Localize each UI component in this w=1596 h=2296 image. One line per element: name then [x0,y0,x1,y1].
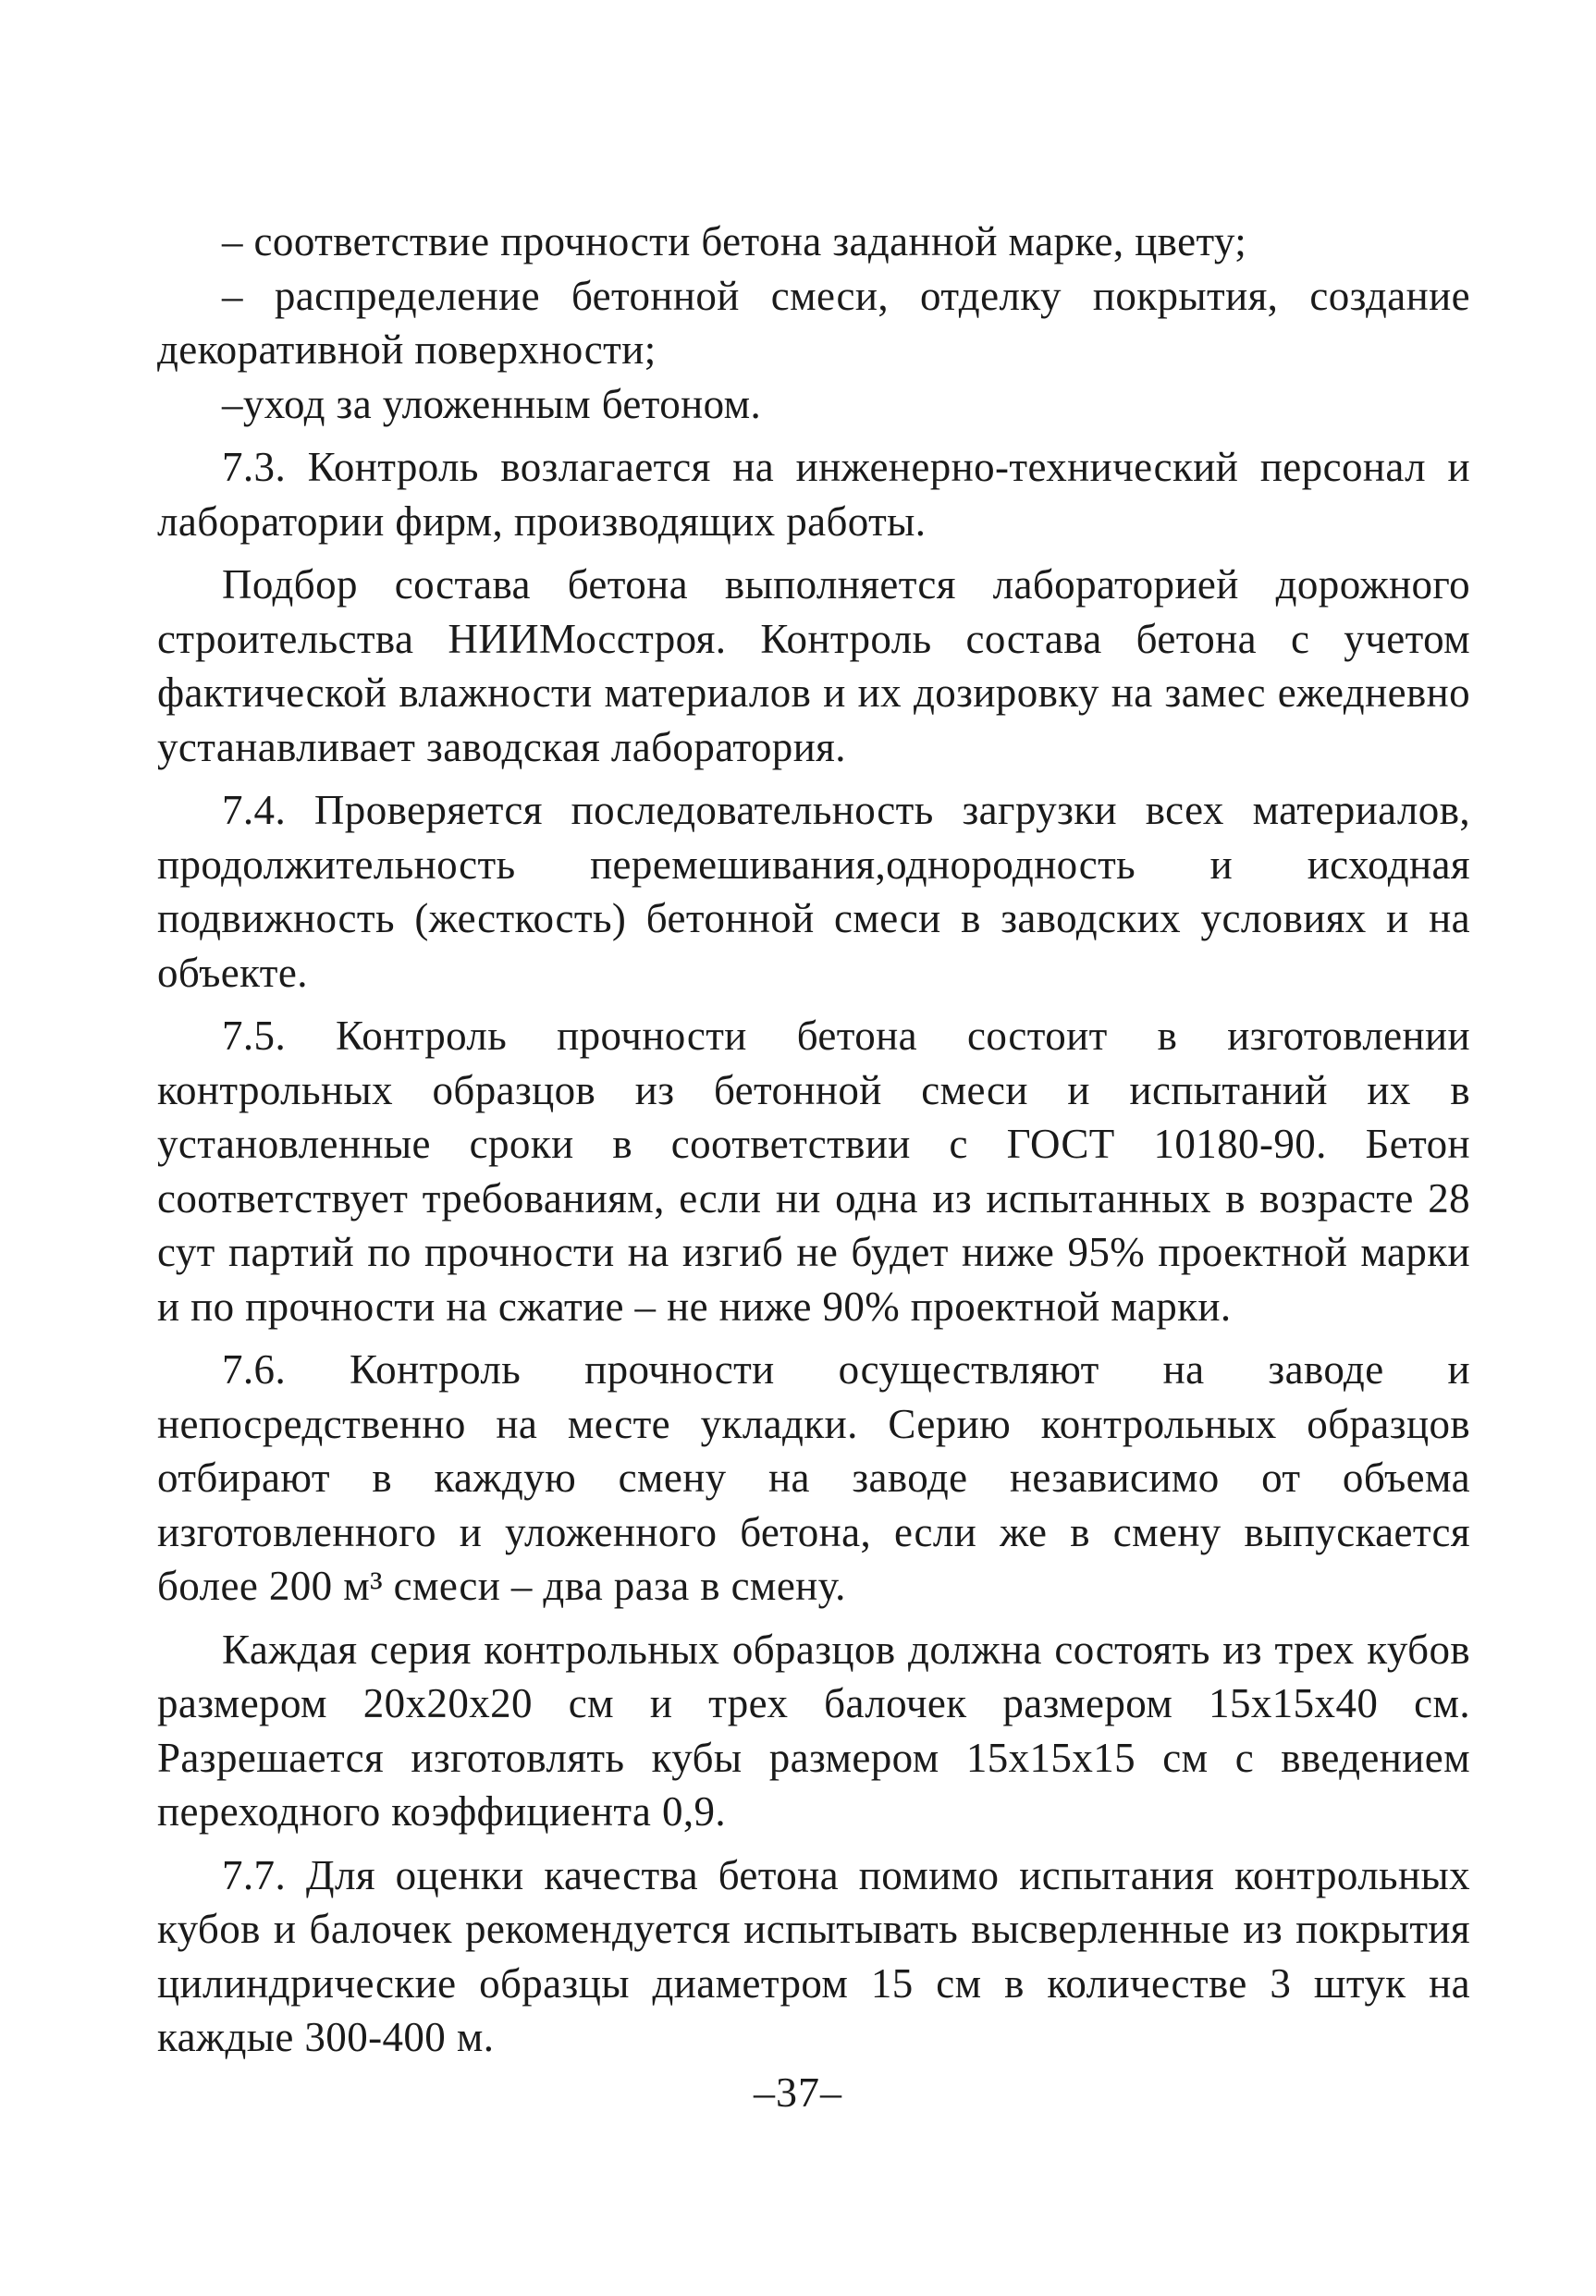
paragraph-7-4: 7.4. Проверяется последовательность загрузки всех материалов, продолжительность перемешивания,однородность и исходная подвижность (жесткость) бетонной смеси в заводских условиях и на объекте. [157,787,1470,996]
paragraph-7-3: 7.3. Контроль возлагается на инженерно-технический персонал и лаборатории фирм, производящих работы. [157,444,1470,545]
paragraph-mix-selection: Подбор состава бетона выполняется лабораторией дорожного строительства НИИМосстроя. Контроль состава бетона с учетом фактической влажности материалов и их дозировку на замес ежедневно устанавливает заводская лаборатория. [157,561,1470,770]
paragraph-sample-series: Каждая серия контрольных образцов должна состоять из трех кубов размером 20х20х20 см и трех балочек размером 15х15х40 см. Разрешается изготовлять кубы размером 15х15х15 см с введением переходного коэффициента 0,9. [157,1626,1470,1835]
paragraph-curing: –уход за уложенным бетоном. [222,380,762,427]
paragraph-distribution: – распределение бетонной смеси, отделку покрытия, создание декоративной поверхности; [157,272,1470,373]
page-number: –37– [754,2069,842,2116]
paragraph-7-5: 7.5. Контроль прочности бетона состоит в изготовлении контрольных образцов из бетонной смеси и испытаний их в установленные сроки в соответствии с ГОСТ 10180-90. Бетон соответствует требованиям, если ни одна из испытанных в возрасте 28 сут партий по прочности на изгиб не будет ниже 95% проектной марки и по прочности на сжатие – не ниже 90% проектной марки. [157,1013,1470,1330]
paragraph-7-6: 7.6. Контроль прочности осуществляют на заводе и непосредственно на месте укладки. Серию контрольных образцов отбирают в каждую смену на заводе независимо от объема изготовленного и уложенного бетона, если же в смену выпускается более 200 м³ смеси – два раза в смену. [157,1346,1470,1609]
paragraph-7-7: 7.7. Для оценки качества бетона помимо испытания контрольных кубов и балочек рекомендуется испытывать высверленные из покрытия цилиндрические образцы диаметром 15 см в количестве 3 штук на каждые 300-400 м. [157,1851,1470,2060]
document-body [157,215,1470,2065]
paragraph-strength-compliance: – соответствие прочности бетона заданной марке, цвету; [222,218,1247,264]
